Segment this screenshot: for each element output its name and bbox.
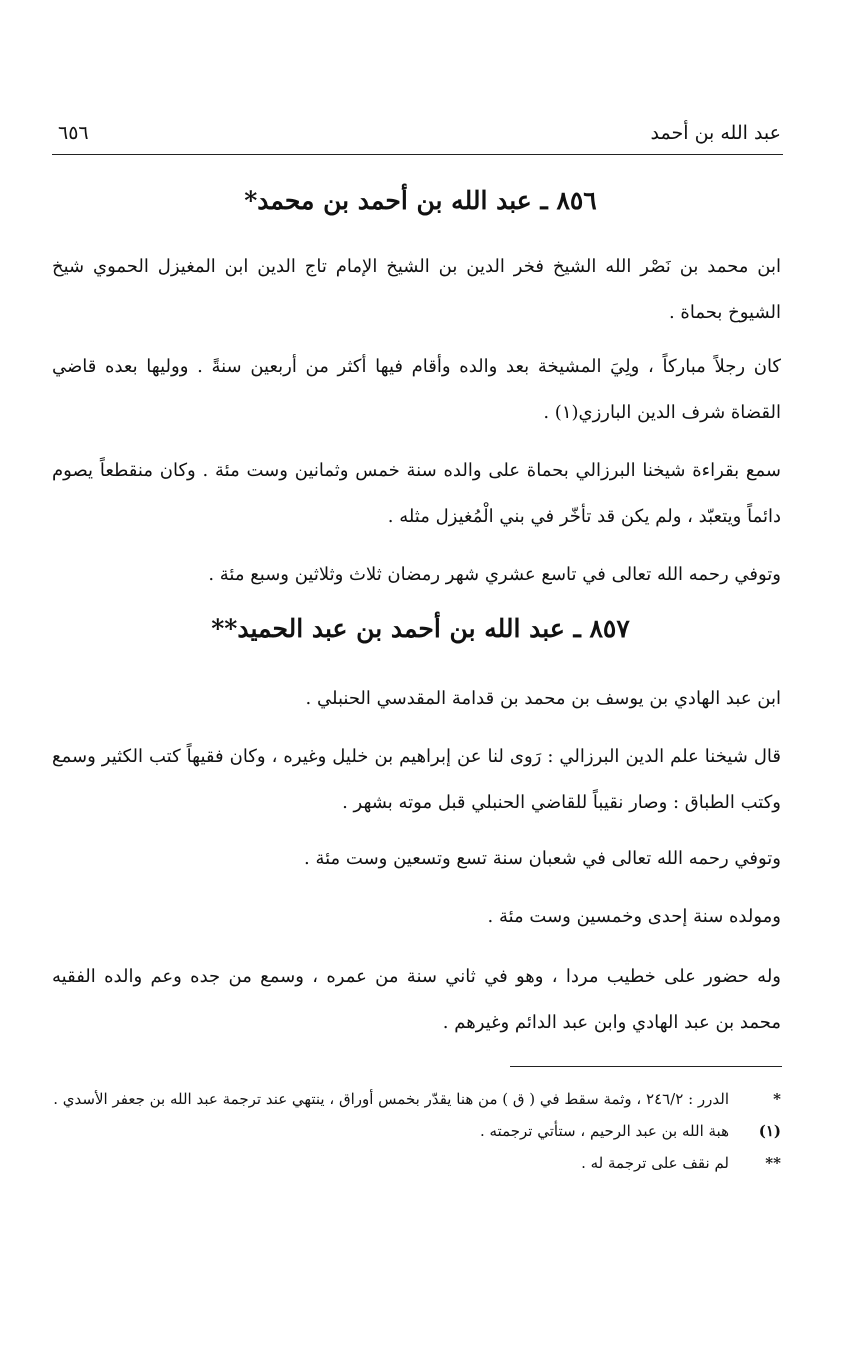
entry-title-857: ٨٥٧ ـ عبد الله بن أحمد بن عبد الحميد** bbox=[211, 614, 630, 643]
paragraph: وتوفي رحمه الله تعالى في تاسع عشري شهر رمضان ثلاث وثلاثين وسبع مئة . bbox=[208, 564, 781, 585]
paragraph: قال شيخنا علم الدين البرزالي : رَوى لنا عن إبراهيم بن خليل وغيره ، وكان فقيهاً كتب الكثير وسمع وكتب الطباق : وصار نقيباً للقاضي الحنبلي قبل موته بشهر . bbox=[52, 746, 781, 813]
footnote bbox=[52, 1148, 781, 1178]
footnote-mark: * bbox=[773, 1090, 781, 1108]
footnote-text: لم نقف على ترجمة له . bbox=[581, 1154, 729, 1172]
footnotes bbox=[52, 1084, 781, 1180]
paragraph: ومولده سنة إحدى وخمسين وست مئة . bbox=[487, 906, 781, 927]
running-title: عبد الله بن أحمد bbox=[650, 122, 781, 144]
header-rule bbox=[52, 154, 783, 155]
entry-title-856: ٨٥٦ ـ عبد الله بن أحمد بن محمد* bbox=[244, 186, 597, 215]
paragraph: كان رجلاً مباركاً ، ولِيَ المشيخة بعد والده وأقام فيها أكثر من أربعين سنةً . ووليها بعده قاضي القضاة شرف الدين البارزي(١) . bbox=[52, 356, 781, 423]
page-number: ٦٥٦ bbox=[58, 122, 89, 144]
footnote bbox=[52, 1116, 781, 1146]
paragraph: سمع بقراءة شيخنا البرزالي بحماة على والده سنة خمس وثمانين وست مئة . وكان منقطعاً يصوم دائماً ويتعبّد ، ولم يكن قد تأخّر في بني الْمُغيزل مثله . bbox=[52, 460, 781, 527]
footnote-text: الدرر : ٢٤٦/٢ ، وثمة سقط في ( ق ) من هنا يقدّر بخمس أوراق ، ينتهي عند ترجمة عبد الله بن جعفر الأسدي . bbox=[53, 1090, 729, 1108]
paragraph: وتوفي رحمه الله تعالى في شعبان سنة تسع وتسعين وست مئة . bbox=[304, 848, 781, 869]
paragraph: ابن عبد الهادي بن يوسف بن محمد بن قدامة المقدسي الحنبلي . bbox=[305, 688, 781, 709]
footnote-rule bbox=[510, 1066, 782, 1067]
footnote-mark: ** bbox=[765, 1154, 781, 1172]
page-header bbox=[58, 118, 781, 148]
footnote-text: هبة الله بن عبد الرحيم ، ستأتي ترجمته . bbox=[479, 1122, 729, 1140]
footnote bbox=[52, 1084, 781, 1114]
paragraph: وله حضور على خطيب مردا ، وهو في ثاني سنة من عمره ، وسمع من جده وعم والده الفقيه محمد بن عبد الهادي وابن عبد الدائم وغيرهم . bbox=[52, 966, 781, 1033]
footnote-mark: (١) bbox=[758, 1122, 781, 1140]
paragraph: ابن محمد بن نَصْر الله الشيخ فخر الدين بن الشيخ الإمام تاج الدين ابن المغيزل الحموي شيخ الشيوخ بحماة . bbox=[52, 256, 781, 323]
